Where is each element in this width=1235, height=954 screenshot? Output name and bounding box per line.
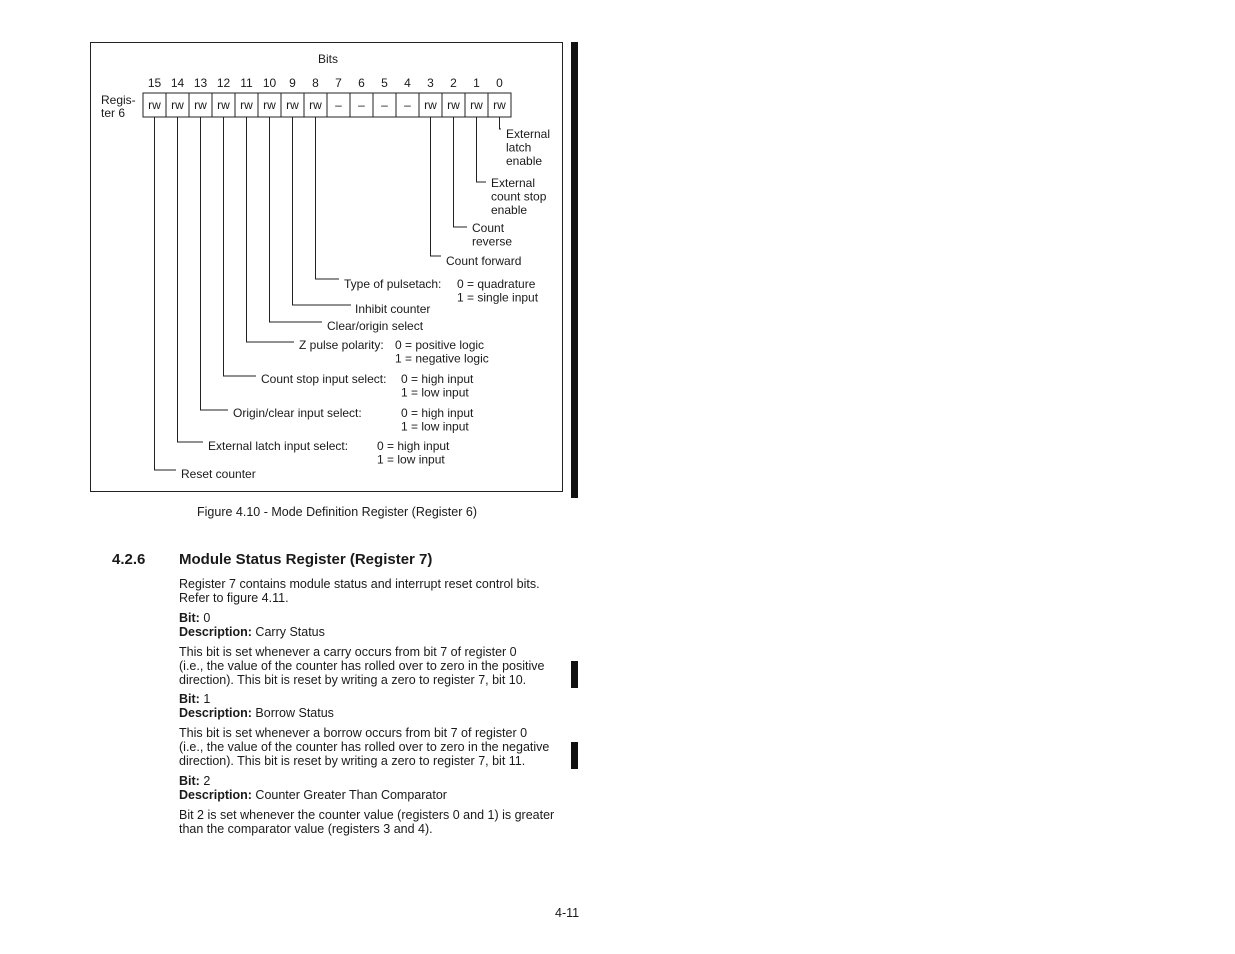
register-cell-value: rw xyxy=(493,98,506,112)
annotation-label: External xyxy=(491,176,536,190)
bit-1-description-line xyxy=(179,706,549,720)
leader-line xyxy=(293,117,352,305)
bit-1-block xyxy=(179,692,549,768)
leader-line xyxy=(270,117,323,322)
annotation-value: 0 = high input xyxy=(377,439,450,453)
leader-line xyxy=(178,117,204,442)
annotation-label: Count forward xyxy=(446,254,522,268)
bit-number: 0 xyxy=(496,76,503,90)
bit-number-row xyxy=(148,76,503,90)
annotation-label: External latch input select: xyxy=(208,439,349,453)
annotation-value: 1 = low input xyxy=(401,419,469,434)
leader-line xyxy=(454,117,468,227)
annotation-labels xyxy=(181,127,550,481)
register-label-line2: ter 6 xyxy=(101,106,126,120)
register-diagram-frame xyxy=(90,42,563,492)
bit-number: 5 xyxy=(381,76,388,90)
intro-line-1: Register 7 contains module status and interrupt reset control bits. xyxy=(179,577,540,591)
page-number: 4-11 xyxy=(555,906,580,920)
bit-2-text-line-1: Bit 2 is set whenever the counter value (registers 0 and 1) is greater xyxy=(179,808,555,822)
leader-line xyxy=(155,117,177,470)
bit-2-number: 2 xyxy=(203,774,211,788)
register-cell-value: rw xyxy=(171,98,184,112)
annotation-value: 1 = low input xyxy=(377,452,445,467)
intro-line-2: Refer to figure 4.11. xyxy=(179,591,289,605)
annotation-label: Z pulse polarity: xyxy=(299,338,384,352)
bit-number: 1 xyxy=(473,76,480,90)
bit-1-description: Borrow Status xyxy=(255,706,334,720)
register-diagram xyxy=(91,43,562,491)
bit-1-text-line-2: (i.e., the value of the counter has rolled over to zero in the negative xyxy=(179,740,550,754)
annotation-value: 1 = negative logic xyxy=(395,351,489,366)
bit-label: Bit: xyxy=(179,611,200,625)
register-cell-value: – xyxy=(335,98,342,112)
bit-number: 9 xyxy=(289,76,296,90)
bit-1-number-line xyxy=(179,692,549,706)
bit-number: 2 xyxy=(450,76,457,90)
annotation-label: Type of pulsetach: xyxy=(344,277,442,291)
annotation-label: enable xyxy=(491,203,528,218)
annotation-label: Origin/clear input select: xyxy=(233,406,362,420)
leader-line xyxy=(316,117,340,279)
bit-number: 3 xyxy=(427,76,434,90)
description-label: Description: xyxy=(179,788,252,802)
annotation-label: Inhibit counter xyxy=(355,302,431,316)
description-label: Description: xyxy=(179,625,252,639)
change-bar-bit0 xyxy=(571,661,578,688)
bit-number: 4 xyxy=(404,76,411,90)
annotation-label: enable xyxy=(506,154,543,169)
section-intro xyxy=(179,577,540,605)
annotation-label: Clear/origin select xyxy=(327,319,424,333)
annotation-label: External xyxy=(506,127,551,141)
bit-number: 10 xyxy=(262,76,277,90)
leader-line xyxy=(224,117,257,376)
bit-0-description: Carry Status xyxy=(255,625,325,639)
bit-number: 12 xyxy=(216,76,231,90)
bit-2-description: Counter Greater Than Comparator xyxy=(255,788,447,802)
figure-caption: Figure 4.10 - Mode Definition Register (Register 6) xyxy=(197,505,477,519)
register-cell-value: – xyxy=(358,98,365,112)
annotation-label: Count xyxy=(472,221,505,235)
bit-number: 15 xyxy=(147,76,162,90)
leader-line xyxy=(477,117,487,182)
annotation-label: Reset counter xyxy=(181,467,256,481)
annotation-value: 1 = single input xyxy=(457,290,539,305)
register-cell-value: rw xyxy=(194,98,207,112)
bit-1-number: 1 xyxy=(203,692,211,706)
change-bar-figure xyxy=(571,42,578,498)
annotation-value: 1 = low input xyxy=(401,385,469,400)
bit-0-text-line-1: This bit is set whenever a carry occurs from bit 7 of register 0 xyxy=(179,645,517,659)
bit-number: 14 xyxy=(170,76,185,90)
register-cell-value: – xyxy=(381,98,388,112)
bit-2-block xyxy=(179,774,554,836)
section-number: 4.2.6 xyxy=(112,551,146,568)
register-cell-value: rw xyxy=(263,98,276,112)
register-cell-value: rw xyxy=(424,98,437,112)
annotation-value: 0 = high input xyxy=(401,406,474,420)
bit-number: 13 xyxy=(193,76,208,90)
register-cell-value: – xyxy=(404,98,411,112)
bit-0-text-line-2: (i.e., the value of the counter has rolled over to zero in the positive xyxy=(179,659,545,673)
annotation-value: 0 = positive logic xyxy=(395,338,485,352)
bit-number: 8 xyxy=(312,76,319,90)
bit-1-text-line-3: direction). This bit is reset by writing a zero to register 7, bit 11. xyxy=(179,754,526,768)
bit-number: 7 xyxy=(335,76,342,90)
annotation-label: Count stop input select: xyxy=(261,372,387,386)
bit-2-text-line-2: than the comparator value (registers 3 and 4). xyxy=(179,822,433,836)
register-label-line1: Regis- xyxy=(101,93,136,107)
bit-0-number: 0 xyxy=(203,611,211,625)
register-cell-value: rw xyxy=(286,98,299,112)
leader-line xyxy=(247,117,295,342)
bit-number: 6 xyxy=(358,76,365,90)
bit-0-text-line-3: direction). This bit is reset by writing a zero to register 7, bit 10. xyxy=(179,673,527,687)
bits-label: Bits xyxy=(317,52,339,66)
register-cell-value: rw xyxy=(240,98,253,112)
bit-0-description-line xyxy=(179,625,545,639)
bit-1-text-line-1: This bit is set whenever a borrow occurs from bit 7 of register 0 xyxy=(179,726,528,740)
annotation-value: 0 = quadrature xyxy=(457,277,536,291)
description-label: Description: xyxy=(179,706,252,720)
annotation-label: latch xyxy=(506,140,532,155)
annotation-label: reverse xyxy=(472,234,513,249)
section-title: Module Status Register (Register 7) xyxy=(179,551,433,568)
bit-label: Bit: xyxy=(179,692,200,706)
register-cell-value: rw xyxy=(309,98,322,112)
register-cell-value: rw xyxy=(470,98,483,112)
bit-label: Bit: xyxy=(179,774,200,788)
bit-number: 11 xyxy=(240,76,253,90)
annotation-label: count stop xyxy=(491,189,547,204)
register-cell-value: rw xyxy=(217,98,230,112)
leader-line xyxy=(500,117,502,129)
bit-2-description-line xyxy=(179,788,554,802)
leader-line xyxy=(431,117,442,256)
bit-2-number-line xyxy=(179,774,554,788)
bit-0-block xyxy=(179,611,545,687)
annotation-value: 0 = high input xyxy=(401,372,474,386)
register-cell-row xyxy=(143,93,511,117)
bit-0-number-line xyxy=(179,611,545,625)
register-cell-value: rw xyxy=(447,98,460,112)
change-bar-bit1 xyxy=(571,742,578,769)
register-cell-value: rw xyxy=(148,98,161,112)
